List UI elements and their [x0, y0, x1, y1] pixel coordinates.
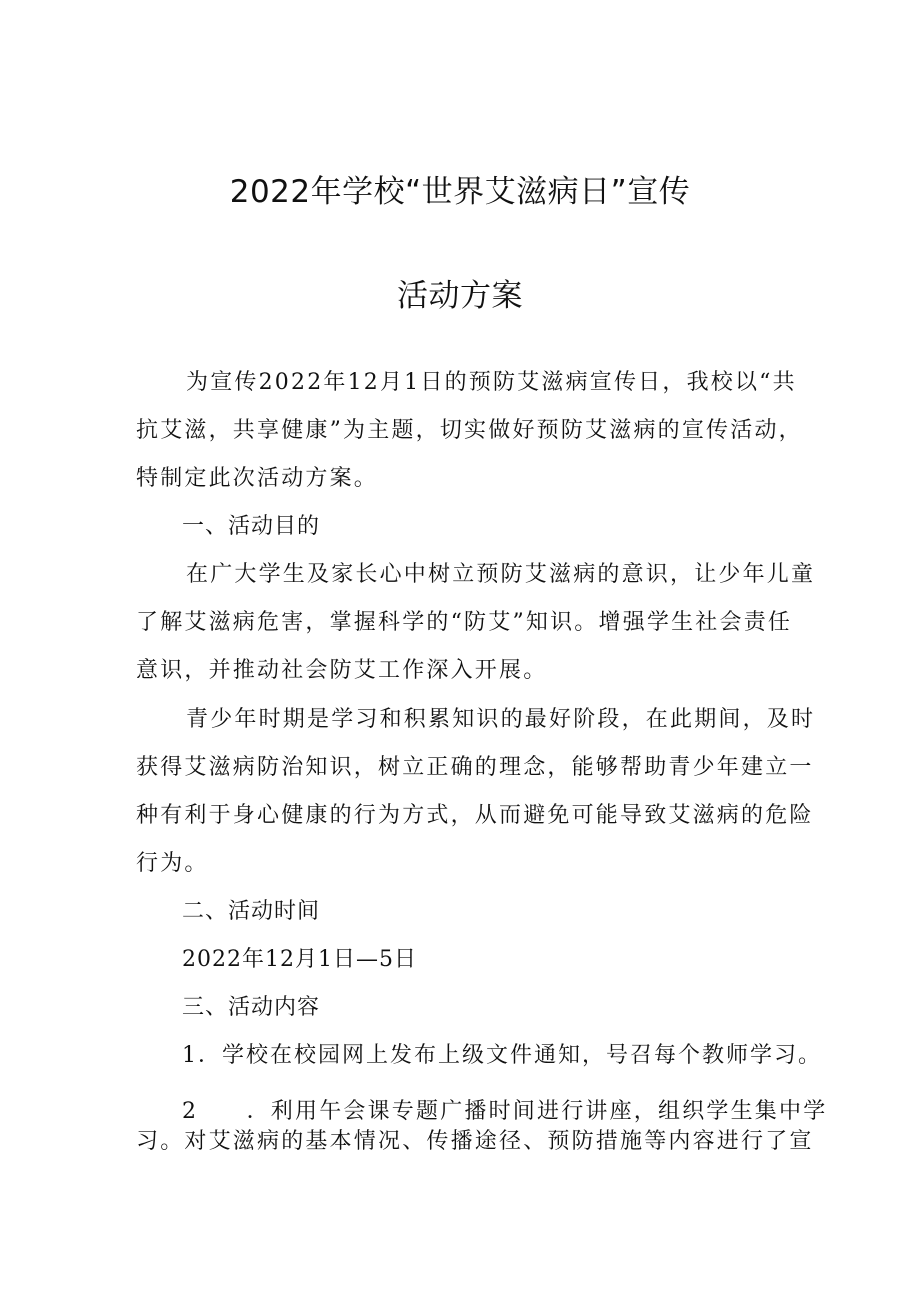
intro-line-2: 抗艾滋，共享健康”为主题，切实做好预防艾滋病的宣传活动，: [136, 418, 803, 443]
purpose-para2-line-1: 青少年时期是学习和积累知识的最好阶段，在此期间，及时: [186, 707, 816, 732]
section-heading-content: 三、活动内容: [182, 995, 321, 1020]
content-item-2-line-2: 习。对艾滋病的基本情况、传播途径、预防措施等内容进行了宣: [136, 1129, 814, 1154]
purpose-para2-line-3: 种有利于身心健康的行为方式，从而避免可能导致艾滋病的危险: [136, 803, 814, 828]
purpose-para1-line-1: 在广大学生及家长心中树立预防艾滋病的意识，让少年儿童: [186, 562, 816, 587]
section-heading-purpose: 一、活动目的: [182, 514, 321, 539]
intro-line-3: 特制定此次活动方案。: [136, 466, 379, 491]
document-title-line-1: 2022年学校“世界艾滋病日”宣传: [229, 174, 691, 210]
purpose-para1-line-2: 了解艾滋病危害，掌握科学的“防艾”知识。增强学生社会责任: [136, 610, 793, 635]
content-item-2-line-1: 2 ．利用午会课专题广播时间进行讲座，组织学生集中学: [182, 1099, 828, 1124]
purpose-para1-line-3: 意识，并推动社会防艾工作深入开展。: [136, 658, 548, 683]
content-item-1: 1．学校在校园网上发布上级文件通知，号召每个教师学习。: [182, 1043, 822, 1068]
document-title-line-2: 活动方案: [397, 278, 523, 314]
purpose-para2-line-4: 行为。: [136, 851, 209, 876]
intro-line-1: 为宣传2022年12月1日的预防艾滋病宣传日，我校以“共: [186, 370, 797, 395]
purpose-para2-line-2: 获得艾滋病防治知识，树立正确的理念，能够帮助青少年建立一: [136, 755, 814, 780]
section-heading-time: 二、活动时间: [182, 899, 321, 924]
activity-date: 2022年12月1日—5日: [182, 947, 417, 972]
